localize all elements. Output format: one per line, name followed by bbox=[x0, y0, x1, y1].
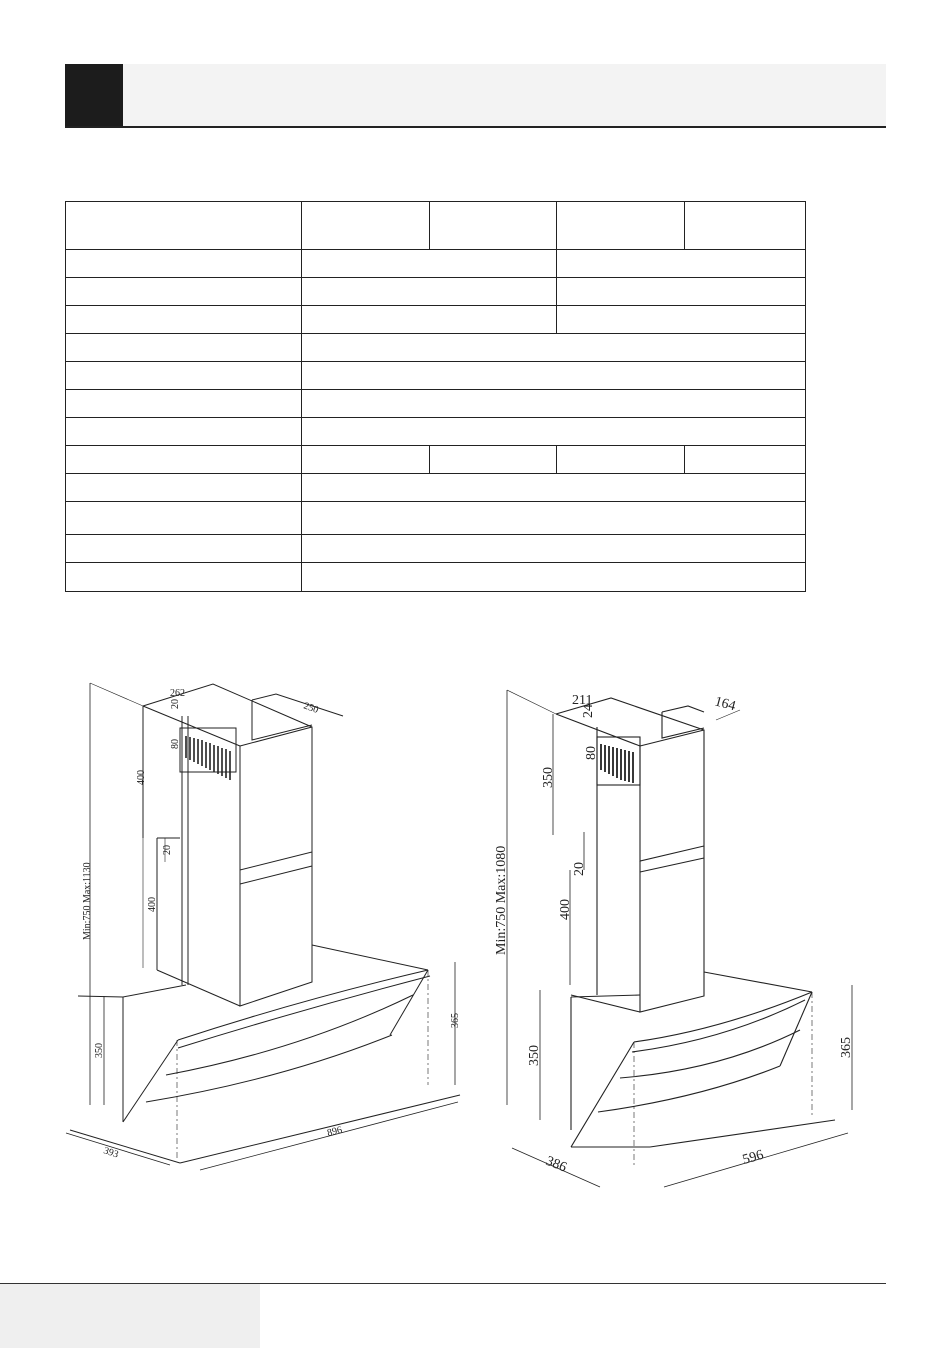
dim-365: 365 bbox=[450, 1013, 461, 1028]
dim-20-mid: 20 bbox=[162, 845, 173, 855]
dim-164: 164 bbox=[712, 694, 738, 715]
dim-20: 20 bbox=[572, 862, 587, 876]
dim-211: 211 bbox=[572, 693, 593, 708]
dim-400-upper: 400 bbox=[136, 770, 147, 785]
dim-80: 80 bbox=[584, 746, 599, 760]
vent-slots-left bbox=[186, 736, 230, 780]
dim-596: 596 bbox=[740, 1147, 766, 1168]
hood-drawing-896 bbox=[66, 683, 460, 1170]
dim-400: 400 bbox=[558, 899, 573, 920]
dimension-labels-right bbox=[494, 693, 854, 1176]
dim-386: 386 bbox=[543, 1153, 569, 1176]
dim-262: 262 bbox=[170, 688, 185, 699]
dim-250: 250 bbox=[301, 700, 320, 716]
dim-min-max: Min:750 Max:1080 bbox=[494, 845, 509, 955]
dim-393: 393 bbox=[102, 1145, 120, 1161]
dim-350-lower: 350 bbox=[527, 1045, 542, 1066]
dim-350-upper: 350 bbox=[541, 767, 556, 788]
dimension-labels-left bbox=[82, 688, 461, 1160]
dim-20-top: 20 bbox=[170, 699, 181, 709]
dim-896: 896 bbox=[326, 1124, 344, 1139]
vent-slots-right bbox=[601, 744, 633, 783]
dim-24: 24 bbox=[581, 704, 596, 718]
hood-drawing-596 bbox=[507, 690, 852, 1187]
footer-block bbox=[0, 1284, 260, 1348]
dim-365: 365 bbox=[839, 1037, 854, 1058]
dim-min-max: Min:750 Max:1130 bbox=[82, 862, 93, 940]
dim-400-lower: 400 bbox=[147, 897, 158, 912]
dim-350: 350 bbox=[94, 1043, 105, 1058]
dim-80: 80 bbox=[170, 739, 181, 749]
